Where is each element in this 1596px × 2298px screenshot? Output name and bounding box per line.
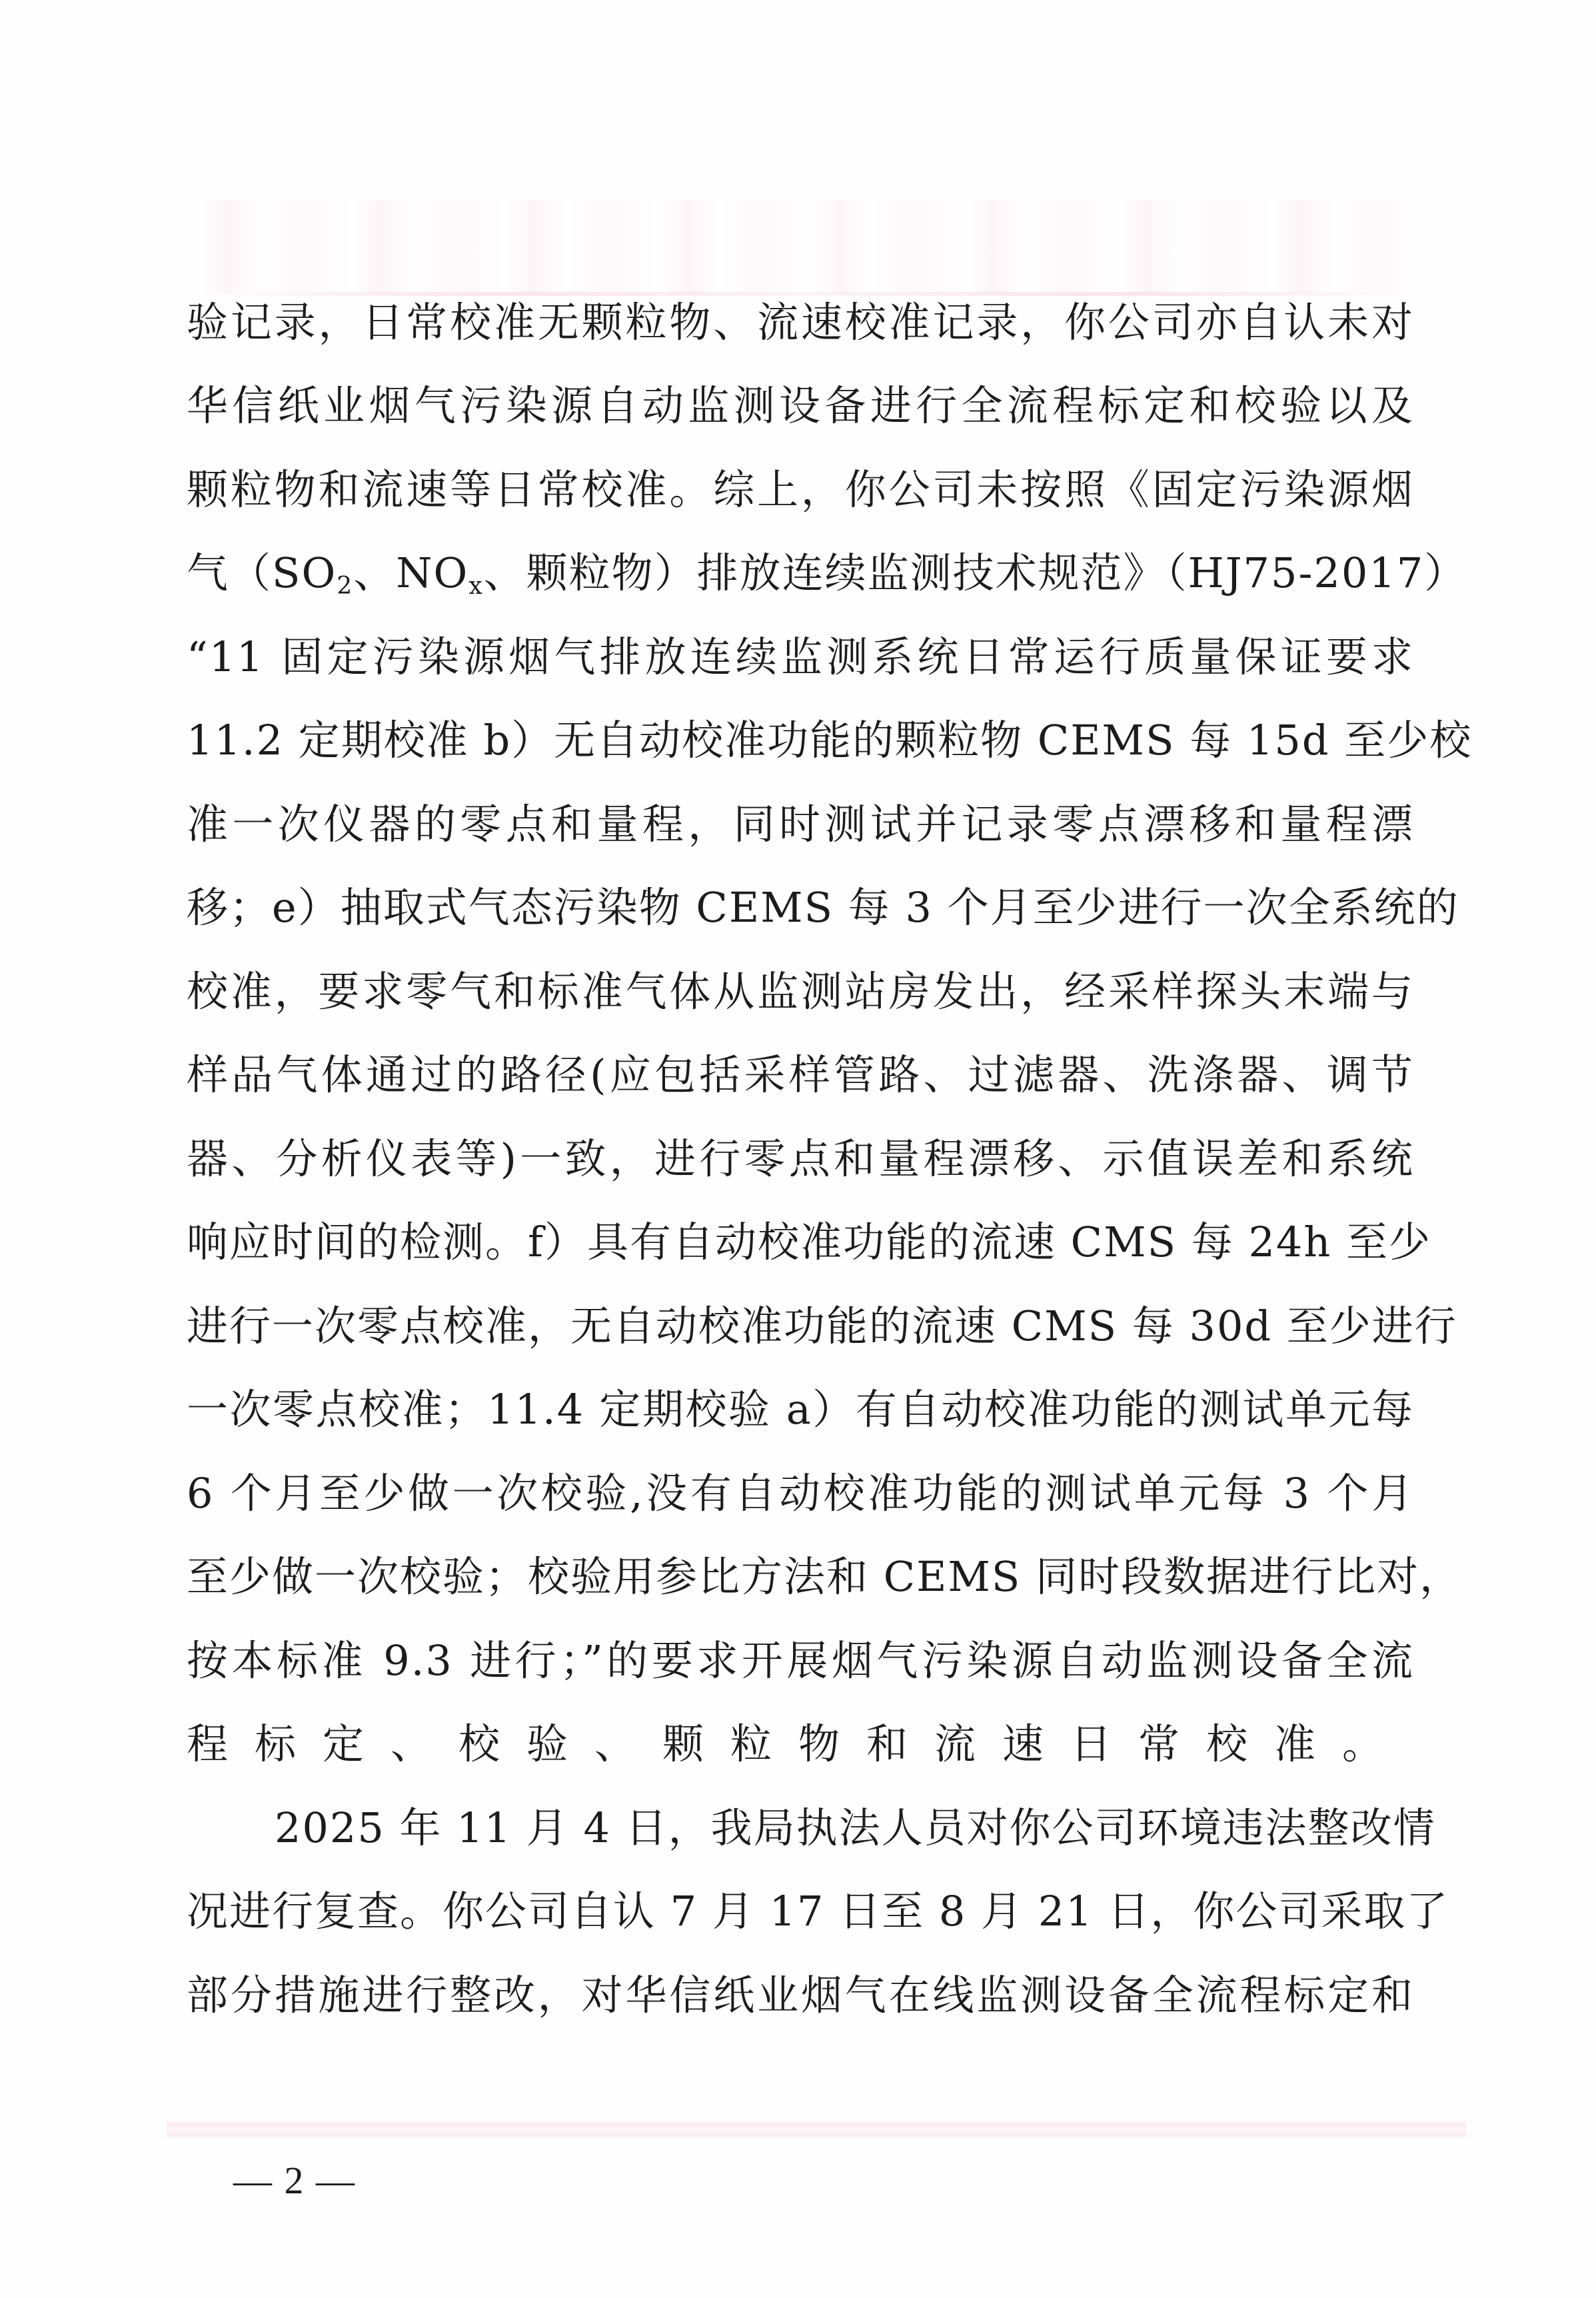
text-line: 进行一次零点校准，无自动校准功能的流速 CMS 每 30d 至少进行 — [187, 1302, 1457, 1350]
subscript-2: 2 — [337, 573, 354, 600]
text-line: 验记录，日常校准无颗粒物、流速校准记录，你公司亦自认未对 — [187, 298, 1414, 347]
text-line: 准一次仪器的零点和量程，同时测试并记录零点漂移和量程漂 — [187, 800, 1414, 848]
text-line-with-formulas — [187, 549, 1467, 600]
letterhead-rule-bleed-through — [187, 292, 1439, 296]
text-line: 样品气体通过的路径(应包括采样管路、过滤器、洗涤器、调节 — [187, 1050, 1414, 1099]
text-segment: 气（SO — [187, 549, 337, 597]
subscript-x: x — [468, 573, 484, 600]
text-line: 按本标准 9.3 进行；”的要求开展烟气污染源自动监测设备全流 — [187, 1636, 1414, 1685]
text-line: 移；e）抽取式气态污染物 CEMS 每 3 个月至少进行一次全系统的 — [187, 883, 1459, 932]
letterhead-bleed-through — [200, 200, 1399, 293]
text-line: 部分措施进行整改，对华信纸业烟气在线监测设备全流程标定和 — [187, 1971, 1414, 2019]
text-line: 况进行复查。你公司自认 7 月 17 日至 8 月 21 日，你公司采取了 — [187, 1887, 1449, 1935]
text-line: “11 固定污染源烟气排放连续监测系统日常运行质量保证要求 — [187, 632, 1414, 681]
footer-rule-bleed-through — [167, 2119, 1466, 2139]
text-line: 11.2 定期校准 b）无自动校准功能的颗粒物 CEMS 每 15d 至少校 — [187, 716, 1473, 764]
text-line: 响应时间的检测。f）具有自动校准功能的流速 CMS 每 24h 至少 — [187, 1218, 1431, 1266]
text-line: 至少做一次校验；校验用参比方法和 CEMS 同时段数据进行比对， — [187, 1552, 1463, 1601]
text-line: 一次零点校准；11.4 定期校验 a）有自动校准功能的测试单元每 — [187, 1385, 1414, 1434]
text-line: 校准，要求零气和标准气体从监测站房发出，经采样探头末端与 — [187, 967, 1414, 1016]
text-segment: 、颗粒物）排放连续监测技术规范》（HJ75-2017） — [483, 549, 1467, 597]
text-line: 器、分析仪表等)一致，进行零点和量程漂移、示值误差和系统 — [187, 1134, 1414, 1183]
text-line: 6 个月至少做一次校验,没有自动校准功能的测试单元每 3 个月 — [187, 1469, 1414, 1518]
text-segment: 、NO — [353, 549, 469, 597]
text-line: 华信纸业烟气污染源自动监测设备进行全流程标定和校验以及 — [187, 381, 1414, 430]
paragraph-end-line: 程标定、校验、颗粒物和流速日常校准。 — [187, 1720, 1411, 1768]
paragraph-start-line: 2025 年 11 月 4 日，我局执法人员对你公司环境违法整改情 — [275, 1803, 1436, 1852]
text-line: 颗粒物和流速等日常校准。综上，你公司未按照《固定污染源烟 — [187, 465, 1414, 514]
page-number: — 2 — — [233, 2159, 356, 2202]
